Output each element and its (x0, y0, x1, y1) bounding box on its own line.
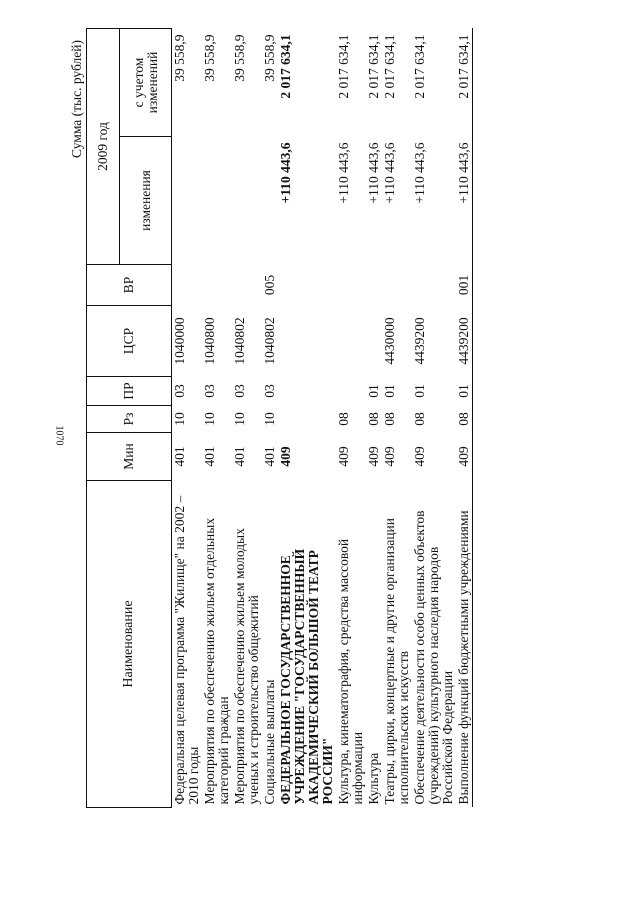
table-row (382, 29, 412, 808)
row-pr: 01 (382, 384, 397, 398)
row-vr: 005 (262, 274, 277, 296)
row-name: ФЕДЕРАЛЬНОЕ ГОСУДАРСТВЕННОЕ УЧРЕЖДЕНИЕ "ГОСУДАРСТВЕННЫЙ АКАДЕМИЧЕСКИЙ БОЛЬШОЙ ТЕАТР РОССИИ" (278, 548, 335, 805)
row-total: 39 558,9 (262, 34, 277, 82)
table-row (202, 29, 232, 808)
table-row (172, 29, 203, 808)
row-name: Социальные выплаты (262, 679, 277, 805)
row-min: 409 (278, 446, 293, 467)
row-total: 39 558,9 (232, 34, 247, 82)
row-name: Мероприятия по обеспечению жильем молодых ученых и строительство общежитий (232, 528, 261, 805)
row-name: Культура (366, 752, 381, 805)
table-row (456, 29, 473, 808)
row-csr: 4439200 (456, 306, 473, 377)
row-vr (412, 265, 456, 306)
row-pr: 03 (262, 384, 277, 398)
row-csr (366, 306, 382, 377)
row-rz: 10 (262, 412, 277, 426)
row-csr: 1040000 (172, 317, 187, 365)
row-change (262, 137, 278, 265)
row-min: 409 (366, 446, 381, 467)
row-total: 2 017 634,1 (336, 34, 351, 99)
row-csr: 1040802 (262, 317, 277, 365)
header-min: Мин (87, 433, 172, 481)
row-min: 409 (412, 446, 427, 467)
row-pr: 01 (412, 384, 427, 398)
row-vr: 001 (456, 265, 473, 306)
row-pr (278, 377, 336, 406)
row-rz: 10 (232, 412, 247, 426)
row-name: Выполнение функций бюджетными учреждениями (456, 481, 473, 808)
row-change: +110 443,6 (382, 142, 397, 204)
table-row (262, 29, 278, 808)
row-vr (232, 265, 262, 306)
header-csr: ЦСР (87, 306, 172, 377)
row-csr: 4430000 (382, 317, 397, 365)
table-row (232, 29, 262, 808)
table-row (412, 29, 456, 808)
row-total: 2 017 634,1 (456, 29, 473, 137)
row-rz: 08 (366, 412, 381, 426)
row-total: 2 017 634,1 (366, 34, 381, 99)
budget-table (86, 28, 473, 808)
row-change: +110 443,6 (412, 142, 427, 204)
row-name: Федеральная целевая программа "Жилище" на 2002 – 2010 годы (172, 495, 201, 805)
row-min: 409 (382, 446, 397, 467)
row-vr (382, 265, 412, 306)
row-name: Мероприятия по обеспечению жильем отдельных категорий граждан (202, 517, 231, 805)
row-min: 401 (202, 446, 217, 467)
row-csr: 1040800 (202, 317, 217, 365)
row-rz (278, 406, 336, 433)
row-min: 401 (262, 446, 277, 467)
row-change (202, 137, 232, 265)
row-csr: 4439200 (412, 317, 427, 365)
header-year: 2009 год (87, 29, 120, 265)
row-change (172, 137, 203, 265)
row-rz: 10 (202, 412, 217, 426)
row-name: Культура, кинематография, средства массовой информации (336, 538, 365, 805)
row-rz: 08 (412, 412, 427, 426)
header-vr: ВР (87, 265, 172, 306)
row-vr (336, 265, 366, 306)
table-row (278, 29, 336, 808)
table-row (366, 29, 382, 808)
row-min: 409 (336, 446, 351, 467)
header-changes: изменения (120, 137, 172, 265)
row-min: 409 (456, 433, 473, 481)
row-csr (278, 306, 336, 377)
row-pr: 01 (366, 384, 381, 398)
row-rz: 08 (336, 412, 351, 426)
row-pr: 01 (456, 377, 473, 406)
row-change: +110 443,6 (278, 142, 293, 204)
row-total: 39 558,9 (172, 34, 187, 82)
row-change: +110 443,6 (366, 142, 381, 204)
row-rz: 08 (382, 412, 397, 426)
row-pr: 03 (172, 384, 187, 398)
header-name: Наименование (87, 481, 172, 808)
row-total: 2 017 634,1 (278, 34, 293, 99)
row-total: 2 017 634,1 (412, 34, 427, 99)
row-change (232, 137, 262, 265)
header-with-changes: с учетом изменений (120, 29, 172, 137)
row-min: 401 (232, 446, 247, 467)
table-row (336, 29, 366, 808)
row-vr (366, 265, 382, 306)
row-vr (278, 265, 336, 306)
header-rz: Рз (87, 406, 172, 433)
row-pr (336, 377, 366, 406)
row-csr: 1040802 (232, 317, 247, 365)
row-change: +110 443,6 (336, 142, 351, 204)
row-rz: 10 (172, 412, 187, 426)
row-name: Театры, цирки, концертные и другие организации исполнительских искусств (382, 518, 411, 805)
row-total: 2 017 634,1 (382, 34, 397, 99)
row-total: 39 558,9 (202, 34, 217, 82)
row-vr (202, 265, 232, 306)
amount-unit-caption: Сумма (тыс. рублей) (69, 40, 84, 158)
row-name: Обеспечение деятельности особо ценных объектов (учреждений) культурного наследия народов Российской Федерации (412, 510, 455, 805)
row-change: +110 443,6 (456, 137, 473, 265)
page-number: 1070 (53, 425, 65, 446)
row-min: 401 (172, 446, 187, 467)
row-csr (336, 306, 366, 377)
row-pr: 03 (202, 384, 217, 398)
header-pr: ПР (87, 377, 172, 406)
row-pr: 03 (232, 384, 247, 398)
row-vr (172, 265, 203, 306)
row-rz: 08 (456, 406, 473, 433)
